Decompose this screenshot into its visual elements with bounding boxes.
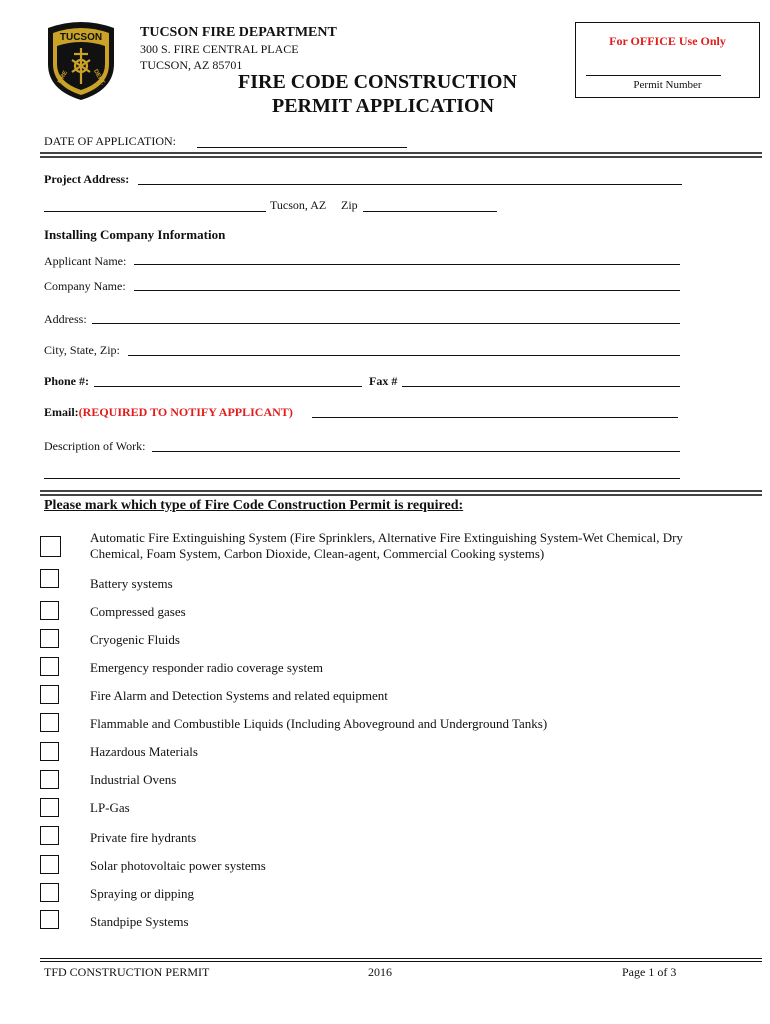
project-address-field[interactable] [138, 184, 682, 185]
project-zip-label: Zip [341, 198, 358, 212]
permit-types-heading: Please mark which type of Fire Code Construction Permit is required: [44, 498, 464, 513]
email-field[interactable] [312, 417, 678, 418]
department-address-line2: TUCSON, AZ 85701 [140, 58, 243, 72]
permit-type-checkbox[interactable] [40, 826, 59, 845]
permit-type-checkbox[interactable] [40, 657, 59, 676]
footer-form-name: TFD CONSTRUCTION PERMIT [44, 965, 210, 979]
permit-type-label: Hazardous Materials [90, 744, 198, 759]
permit-type-label: Emergency responder radio coverage system [90, 660, 323, 675]
description-of-work-field[interactable] [152, 451, 680, 452]
email-label-text: Email: [44, 405, 79, 419]
phone-label: Phone #: [44, 374, 89, 388]
project-city: Tucson, AZ [270, 198, 327, 212]
permit-type-label: Private fire hydrants [90, 830, 197, 845]
date-of-application-field[interactable] [197, 147, 407, 148]
permit-type-checkbox[interactable] [40, 685, 59, 704]
permit-type-label: LP-Gas [90, 800, 130, 815]
office-use-box [575, 22, 760, 98]
project-zip-field[interactable] [363, 211, 497, 212]
office-use-title: For OFFICE Use Only [609, 34, 726, 48]
permit-type-checkbox[interactable] [40, 713, 59, 732]
section-divider [40, 152, 762, 158]
fax-label: Fax # [369, 374, 398, 388]
applicant-name-field[interactable] [134, 264, 680, 265]
email-required-note: (REQUIRED TO NOTIFY APPLICANT) [78, 405, 293, 419]
tfd-logo [44, 20, 118, 102]
company-name-label: Company Name: [44, 279, 126, 293]
permit-type-label: Cryogenic Fluids [90, 632, 180, 647]
fax-field[interactable] [402, 386, 680, 387]
logo-right-text: DEPT. [92, 68, 106, 87]
company-address-field[interactable] [92, 323, 680, 324]
permit-type-label: Fire Alarm and Detection Systems and related equipment [90, 688, 388, 703]
permit-type-label: Compressed gases [90, 604, 186, 619]
permit-type-checkbox[interactable] [40, 569, 59, 588]
section-divider [40, 490, 762, 496]
phone-field[interactable] [94, 386, 362, 387]
logo-top-text: TUCSON [59, 32, 103, 43]
permit-type-label: Flammable and Combustible Liquids (Including Aboveground and Underground Tanks) [90, 716, 548, 731]
logo-left-text: FIRE [57, 70, 70, 85]
permit-type-label: Battery systems [90, 576, 173, 591]
permit-type-checkbox[interactable] [40, 629, 59, 648]
permit-type-label: Solar photovoltaic power systems [90, 858, 266, 873]
applicant-name-label: Applicant Name: [44, 254, 127, 268]
company-address-label: Address: [44, 312, 87, 326]
permit-type-label: Industrial Ovens [90, 772, 177, 787]
permit-number-line[interactable] [586, 75, 721, 76]
permit-type-checkbox[interactable] [40, 742, 59, 761]
permit-type-checkbox[interactable] [40, 798, 59, 817]
city-state-zip-label: City, State, Zip: [44, 343, 120, 357]
permit-type-checkbox[interactable] [40, 770, 59, 789]
permit-type-label: Automatic Fire Extinguishing System (Fire Sprinklers, Alternative Fire Extinguishing System-Wet Chemical, Dry Chemical, Foam System, Carbon Dioxide, Clean-agent, Commercial Cooking systems) [90, 530, 683, 561]
date-of-application-label: DATE OF APPLICATION: [44, 134, 177, 148]
city-state-zip-field[interactable] [128, 355, 680, 356]
permit-type-checkbox[interactable] [40, 601, 59, 620]
project-address-line2-field[interactable] [44, 211, 266, 212]
fire-department-badge-icon [44, 20, 118, 102]
permit-type-checkbox[interactable] [40, 536, 61, 557]
permit-type-checkbox[interactable] [40, 855, 59, 874]
department-address-line1: 300 S. FIRE CENTRAL PLACE [140, 42, 299, 56]
department-name: TUCSON FIRE DEPARTMENT [140, 25, 337, 40]
company-section-heading: Installing Company Information [44, 227, 226, 242]
permit-type-label: Standpipe Systems [90, 914, 189, 929]
permit-type-label: Spraying or dipping [90, 886, 194, 901]
footer-year: 2016 [368, 965, 392, 979]
footer-rule [40, 961, 762, 962]
permit-type-checkbox[interactable] [40, 910, 59, 929]
footer-rule [40, 958, 762, 959]
description-of-work-label: Description of Work: [44, 439, 146, 453]
email-label [44, 405, 293, 420]
footer-page-number: Page 1 of 3 [622, 965, 677, 979]
permit-type-checkbox[interactable] [40, 883, 59, 902]
description-of-work-line2-field[interactable] [44, 478, 680, 479]
form-title-line2: PERMIT APPLICATION [272, 95, 495, 117]
form-title-line1: FIRE CODE CONSTRUCTION [238, 71, 517, 93]
permit-number-label: Permit Number [633, 79, 702, 91]
project-address-label: Project Address: [44, 172, 130, 186]
company-name-field[interactable] [134, 290, 680, 291]
